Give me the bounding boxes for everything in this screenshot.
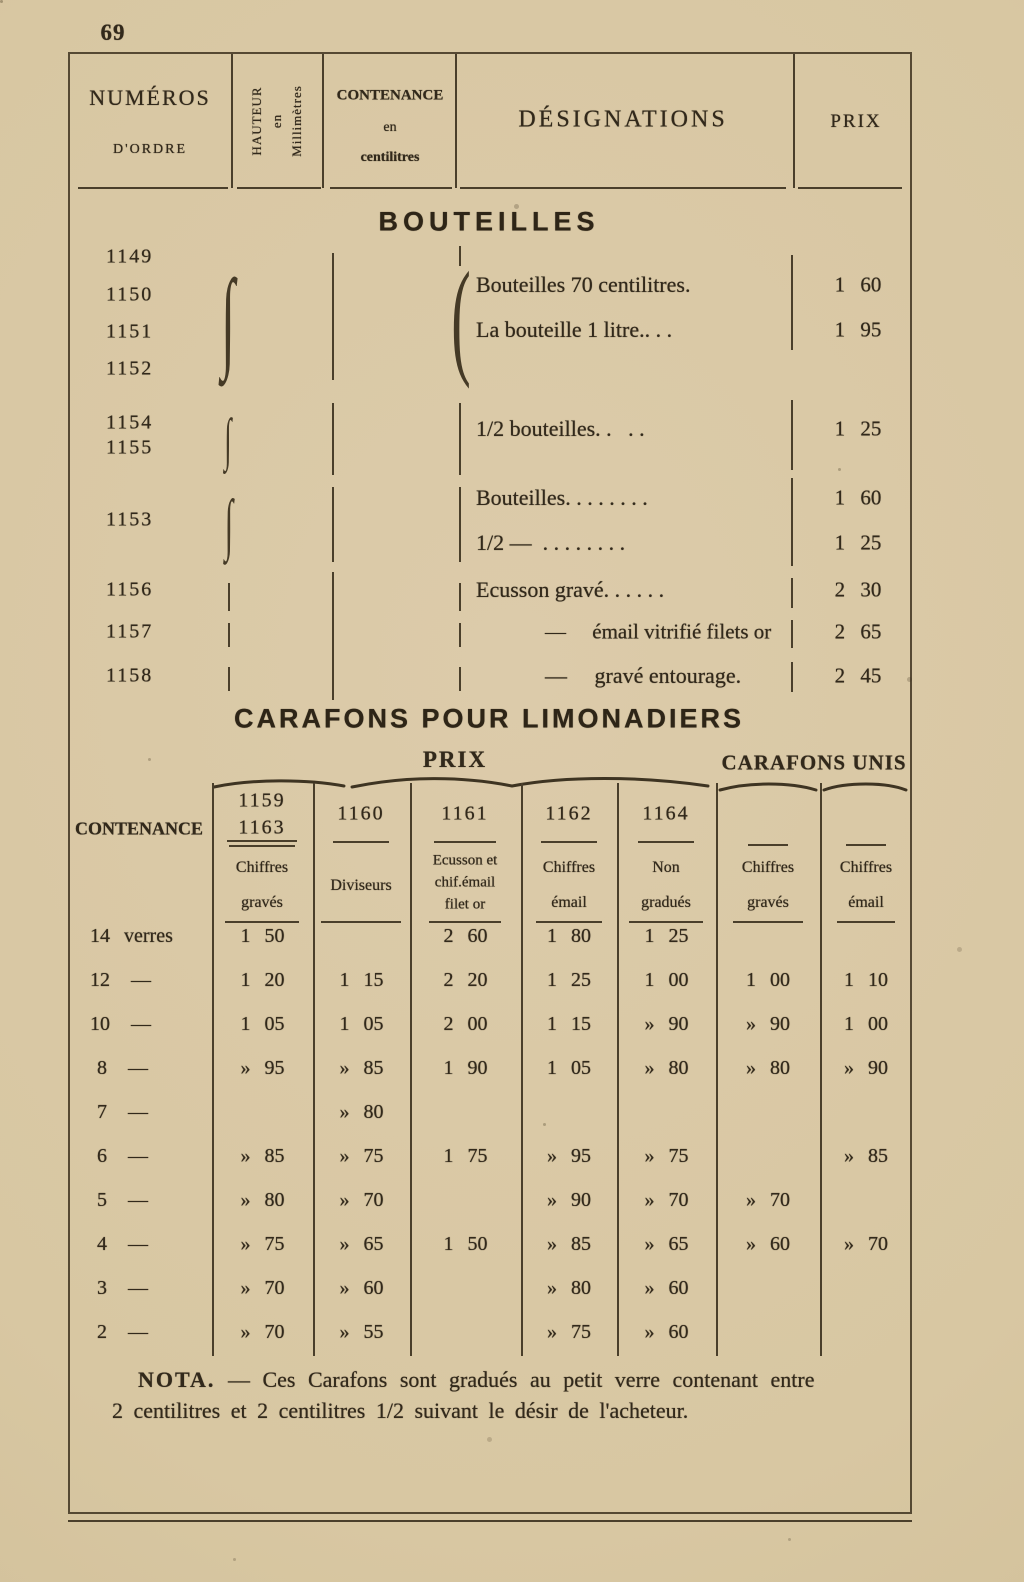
number-underline — [227, 840, 297, 842]
carafons-cell: » 75 — [644, 1144, 689, 1167]
price-value: 1 60 — [834, 485, 882, 510]
carafons-cell — [212, 1090, 313, 1134]
order-number: 1154 — [106, 411, 154, 434]
carafons-col-number: 1161 — [441, 802, 489, 825]
carafons-col-number: 1162 — [545, 802, 593, 825]
carafons-col-label: gradués — [641, 894, 691, 911]
carafons-cell — [313, 914, 410, 958]
carafons-col-label: Non — [652, 859, 680, 876]
column-rule — [332, 487, 334, 562]
carafons-cell: » 70 — [339, 1188, 384, 1211]
designation: 1/2 bouteilles. . . . — [476, 416, 645, 441]
carafons-cell: » 80 — [240, 1188, 285, 1211]
header-contenance-en: en — [383, 120, 397, 135]
carafons-cell: 1 15 — [339, 968, 384, 991]
column-rule — [459, 487, 461, 562]
price-rule — [791, 578, 793, 608]
number-underline — [541, 841, 597, 843]
header-dordre: D'ORDRE — [112, 142, 188, 157]
nota-line2: 2 centilitres et 2 centilitres 1/2 suivant le désir de l'acheteur. — [112, 1398, 689, 1423]
carafons-cell: » 65 — [339, 1232, 384, 1255]
header-prix: PRIX — [830, 111, 882, 132]
price-rule — [791, 400, 793, 470]
number-underline — [333, 841, 389, 843]
group-brace — [224, 406, 231, 473]
order-number: 1155 — [106, 436, 154, 459]
carafons-cell — [716, 1134, 820, 1178]
column-rule — [332, 253, 334, 380]
order-number: 1152 — [106, 357, 154, 380]
carafons-cell: » 80 — [746, 1056, 790, 1079]
bottom-double-rule — [68, 1520, 912, 1522]
carafons-cell — [521, 1090, 617, 1134]
carafons-col-label: Diviseurs — [330, 877, 392, 894]
carafons-col-label: gravés — [241, 894, 283, 911]
carafons-cell: 2 20 — [443, 968, 488, 991]
designation: — gravé entourage. — [545, 663, 742, 688]
price-value: 1 95 — [834, 317, 882, 342]
carafons-cell: » 85 — [339, 1056, 384, 1079]
carafons-cell: 1 00 — [644, 968, 689, 991]
carafons-row-label: 7 — — [90, 1100, 148, 1123]
designation: La bouteille 1 litre.. . . — [476, 317, 673, 342]
carafons-cell: » 75 — [240, 1232, 285, 1255]
carafons-cell: » 90 — [547, 1188, 591, 1211]
carafons-cell — [820, 1178, 912, 1222]
price-value: 2 65 — [834, 619, 882, 644]
carafons-col-number: 1159 — [238, 789, 286, 812]
carafons-cell: » 90 — [644, 1012, 689, 1035]
carafons-cell: » 60 — [644, 1276, 689, 1299]
carafons-cell: 1 50 — [240, 924, 285, 947]
header-numeros: NUMÉROS — [89, 85, 211, 110]
carafons-cell: 1 00 — [844, 1012, 888, 1035]
carafons-cell — [820, 914, 912, 958]
designation: 1/2 — . . . . . . . . — [476, 530, 626, 555]
header-column-rule — [455, 54, 457, 188]
group-brace — [221, 256, 235, 385]
carafons-cell — [410, 1266, 521, 1310]
carafons-row-label: 4 — — [90, 1232, 148, 1255]
carafons-cell: 1 05 — [547, 1056, 591, 1079]
carafons-cell: » 80 — [339, 1100, 384, 1123]
order-number: 1151 — [106, 320, 154, 343]
column-rule — [228, 667, 230, 691]
carafons-cell — [820, 1266, 912, 1310]
carafons-cell: » 85 — [844, 1144, 888, 1167]
header-contenance-unit: centilitres — [360, 150, 420, 165]
order-number: 1156 — [106, 578, 154, 601]
carafons-cell — [410, 1178, 521, 1222]
carafons-cell — [716, 1090, 820, 1134]
carafons-cell — [820, 1310, 912, 1354]
carafons-row-label: 12 — — [90, 968, 151, 991]
price-value: 1 25 — [834, 416, 882, 441]
designation: Ecusson gravé. . . . . . — [476, 577, 665, 602]
column-rule — [459, 623, 461, 647]
carafons-cell: 1 90 — [443, 1056, 488, 1079]
carafons-cell: 1 00 — [746, 968, 790, 991]
carafons-cell: » 70 — [844, 1232, 888, 1255]
carafons-cell: » 70 — [240, 1276, 285, 1299]
carafons-col-number: 1164 — [642, 802, 690, 825]
carafons-col-number: 1160 — [337, 802, 385, 825]
carafons-cell: » 85 — [547, 1232, 591, 1255]
number-underline — [638, 841, 694, 843]
unis-dash — [846, 844, 886, 846]
header-column-rule — [793, 54, 795, 188]
carafons-cell — [716, 914, 820, 958]
column-rule — [332, 572, 334, 700]
order-number: 1153 — [106, 508, 154, 531]
header-contenance: CONTENANCE — [336, 87, 444, 104]
carafons-col-label: Ecusson et — [432, 852, 498, 869]
carafons-row-label: 3 — — [90, 1276, 148, 1299]
carafons-cell: » 70 — [240, 1320, 285, 1343]
group-brace — [225, 485, 233, 564]
header-column-rule — [322, 54, 324, 188]
carafons-col-label: gravés — [747, 894, 789, 911]
nota-label: NOTA. — [138, 1367, 216, 1392]
price-value: 2 45 — [834, 663, 882, 688]
carafons-title: CARAFONS POUR LIMONADIERS — [233, 703, 745, 734]
carafons-contenance-label: CONTENANCE — [74, 818, 204, 839]
carafons-cell: » 90 — [746, 1012, 790, 1035]
price-rule — [791, 478, 793, 566]
carafons-col-label: Chiffres — [839, 859, 893, 876]
header-hauteur-line3: Millimètres — [289, 85, 305, 157]
order-number: 1158 — [106, 664, 154, 687]
carafons-cell — [410, 1090, 521, 1134]
designation: — émail vitrifié filets or — [545, 619, 772, 644]
carafons-cell: 1 05 — [240, 1012, 285, 1035]
header-hauteur-line1: HAUTEUR — [248, 86, 264, 156]
carafons-cell — [617, 1090, 716, 1134]
carafons-row-label: 14 verres — [90, 924, 173, 947]
column-rule — [228, 623, 230, 647]
column-rule — [459, 583, 461, 611]
carafons-cell: 1 75 — [443, 1144, 488, 1167]
order-number: 1150 — [106, 283, 154, 306]
page-number: 69 — [100, 20, 126, 45]
carafons-col-label: émail — [848, 894, 884, 911]
carafons-cell: » 70 — [644, 1188, 689, 1211]
price-rule — [791, 255, 793, 350]
carafons-cell: » 95 — [547, 1144, 591, 1167]
group-brace — [451, 243, 470, 393]
header-underline — [330, 187, 452, 189]
order-number: 1157 — [106, 620, 154, 643]
carafons-cell: » 85 — [240, 1144, 285, 1167]
carafons-cell: 1 05 — [339, 1012, 384, 1035]
carafons-col-label: Chiffres — [741, 859, 795, 876]
carafons-cell: » 60 — [339, 1276, 384, 1299]
order-number: 1149 — [106, 245, 154, 268]
price-value: 1 25 — [834, 530, 882, 555]
carafons-col-label: Chiffres — [235, 859, 289, 876]
number-underline — [434, 841, 496, 843]
carafons-row-label: 6 — — [90, 1144, 148, 1167]
carafons-cell: » 70 — [746, 1188, 790, 1211]
carafons-unis-group-header: CARAFONS UNIS — [721, 750, 907, 775]
carafons-cell: » 80 — [547, 1276, 591, 1299]
price-rule — [791, 662, 793, 692]
carafons-cell: 1 10 — [844, 968, 888, 991]
carafons-prix-group-header: PRIX — [422, 747, 488, 772]
carafons-price-grid — [68, 914, 912, 1354]
carafons-cell: » 55 — [339, 1320, 384, 1343]
carafons-cell: 2 60 — [443, 924, 488, 947]
unis-dash — [748, 844, 788, 846]
designation: Bouteilles. . . . . . . . — [476, 485, 648, 510]
carafons-col-label: émail — [551, 894, 587, 911]
carafons-cell: » 75 — [339, 1144, 384, 1167]
carafons-cell: » 90 — [844, 1056, 888, 1079]
carafons-col-label: chif.émail — [434, 874, 496, 891]
carafons-col-label: Chiffres — [542, 859, 596, 876]
nota-text: — Ces Carafons sont gradués au petit verre contenant entre — [215, 1367, 815, 1392]
header-underline — [237, 187, 321, 189]
header-underline — [798, 187, 902, 189]
carafons-cell — [716, 1266, 820, 1310]
carafons-cell: » 65 — [644, 1232, 689, 1255]
carafons-row-label: 8 — — [90, 1056, 148, 1079]
column-rule — [459, 246, 461, 266]
header-hauteur-line2: en — [268, 113, 284, 129]
column-rule — [228, 583, 230, 611]
carafons-cell: 1 80 — [547, 924, 591, 947]
carafons-row-label: 5 — — [90, 1188, 148, 1211]
carafons-col-number: 1163 — [238, 816, 286, 839]
carafons-cell: 1 50 — [443, 1232, 488, 1255]
carafons-cell: 1 25 — [547, 968, 591, 991]
carafons-cell: 1 20 — [240, 968, 285, 991]
carafons-cell: » 95 — [240, 1056, 285, 1079]
carafons-row-label: 10 — — [90, 1012, 151, 1035]
carafons-cell — [820, 1090, 912, 1134]
column-rule — [332, 403, 334, 475]
price-value: 2 30 — [834, 577, 882, 602]
bouteilles-title: BOUTEILLES — [378, 206, 600, 237]
carafons-cell: » 75 — [547, 1320, 591, 1343]
header-underline — [460, 187, 786, 189]
number-underline — [229, 845, 295, 847]
designation: Bouteilles 70 centilitres. — [476, 272, 691, 297]
carafons-cell: » 60 — [746, 1232, 790, 1255]
header-underline — [78, 187, 228, 189]
header-hauteur — [247, 55, 307, 187]
price-value: 1 60 — [834, 272, 882, 297]
scan-speckles — [0, 0, 3, 3]
column-rule — [459, 667, 461, 691]
carafons-cell: » 60 — [644, 1320, 689, 1343]
carafons-cell: 1 25 — [644, 924, 689, 947]
carafons-row-label: 2 — — [90, 1320, 148, 1343]
carafons-cell: 1 15 — [547, 1012, 591, 1035]
carafons-cell: 2 00 — [443, 1012, 488, 1035]
carafons-cell: » 80 — [644, 1056, 689, 1079]
header-column-rule — [231, 54, 233, 188]
price-rule — [791, 620, 793, 648]
column-rule — [459, 403, 461, 475]
header-designations: DÉSIGNATIONS — [518, 106, 728, 133]
carafons-col-label: filet or — [444, 896, 486, 913]
